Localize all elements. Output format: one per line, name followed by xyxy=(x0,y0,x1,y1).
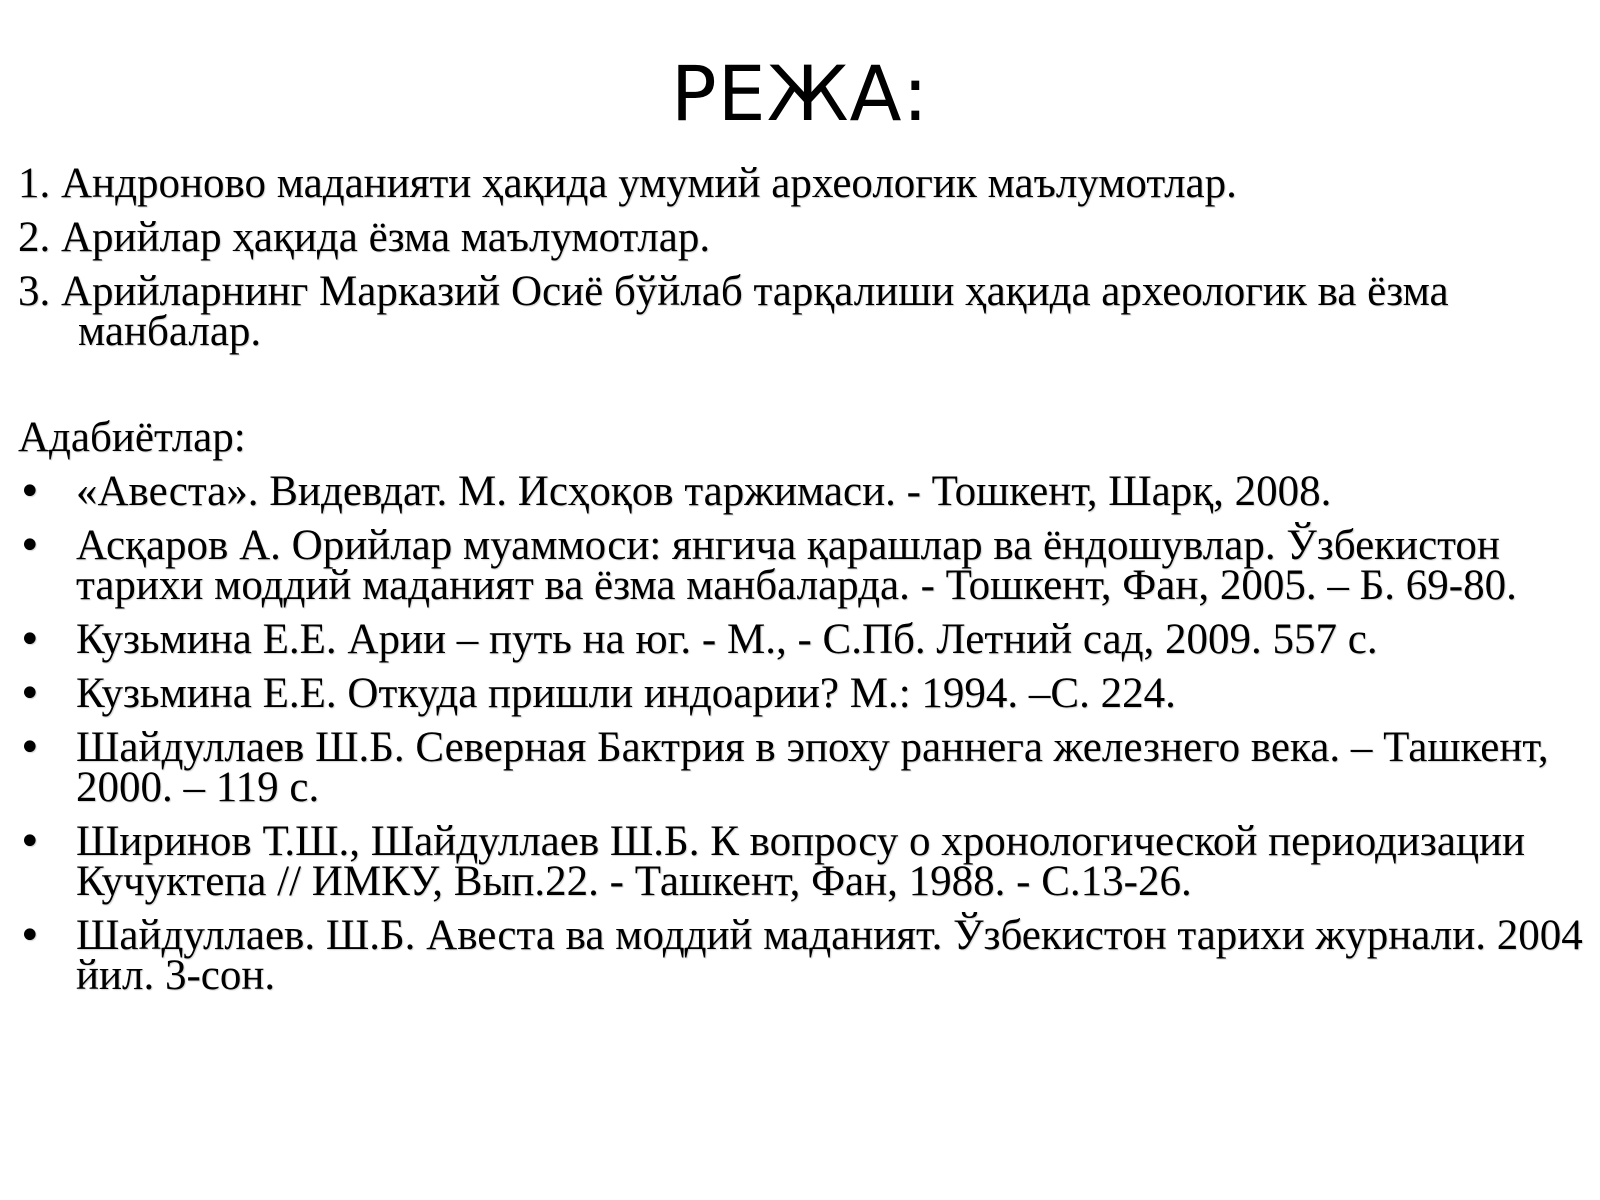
reference-text: Кузьмина Е.Е. Откуда пришли индоарии? М.: 1994. –С. 224. xyxy=(76,670,1176,717)
reference-item xyxy=(18,616,1583,663)
reference-item xyxy=(18,818,1583,905)
reference-item xyxy=(18,468,1583,515)
bullet-icon: • xyxy=(18,671,42,717)
bullet-icon: • xyxy=(18,913,42,959)
bullet-icon: • xyxy=(18,819,42,865)
reference-text: «Авеста». Видевдат. М. Исҳоқов таржимаси. - Тошкент, Шарқ, 2008. xyxy=(76,468,1332,515)
slide-title: РЕЖА: xyxy=(670,49,930,138)
plan-item: 2. Арийлар ҳақида ёзма маълумотлар. xyxy=(18,214,711,261)
reference-item xyxy=(18,522,1583,609)
reference-text: Асқаров А. Орийлар муаммоси: янгича қарашлар ва ёндошувлар. Ўзбекистон тарихи моддий маданият ва ёзма манбаларда. - Тошкент, Фан, 2005. – Б. 69-80. xyxy=(76,522,1517,609)
bullet-icon: • xyxy=(18,617,42,663)
bullet-icon: • xyxy=(18,725,42,771)
bullet-icon: • xyxy=(18,523,42,569)
reference-text: Кузьмина Е.Е. Арии – путь на юг. - М., - С.Пб. Летний сад, 2009. 557 с. xyxy=(76,616,1378,663)
reference-item xyxy=(18,912,1583,999)
bullet-icon: • xyxy=(18,469,42,515)
plan-item: 3. Арийларнинг Марказий Осиё бўйлаб тарқалиши ҳақида археологик ва ёзма манбалар. xyxy=(18,268,1449,355)
references-heading: Адабиётлар: xyxy=(18,414,246,461)
reference-text: Шайдуллаев. Ш.Б. Авеста ва моддий маданият. Ўзбекистон тарихи журнали. 2004 йил. 3-сон. xyxy=(76,912,1583,999)
reference-item xyxy=(18,724,1583,811)
plan-list xyxy=(18,160,1583,355)
reference-text: Ширинов Т.Ш., Шайдуллаев Ш.Б. К вопросу о хронологической периодизации Кучуктепа // ИМКУ, Вып.22. - Ташкент, Фан, 1988. - С.13-26. xyxy=(76,818,1526,905)
slide-body xyxy=(18,160,1583,1010)
reference-text: Шайдуллаев Ш.Б. Северная Бактрия в эпоху раннега железнего века. – Ташкент, 2000. – 119 с. xyxy=(76,724,1549,811)
reference-item xyxy=(18,670,1583,717)
plan-item: 1. Андроново маданияти ҳақида умумий археологик маълумотлар. xyxy=(18,160,1237,207)
references-list xyxy=(18,468,1583,999)
